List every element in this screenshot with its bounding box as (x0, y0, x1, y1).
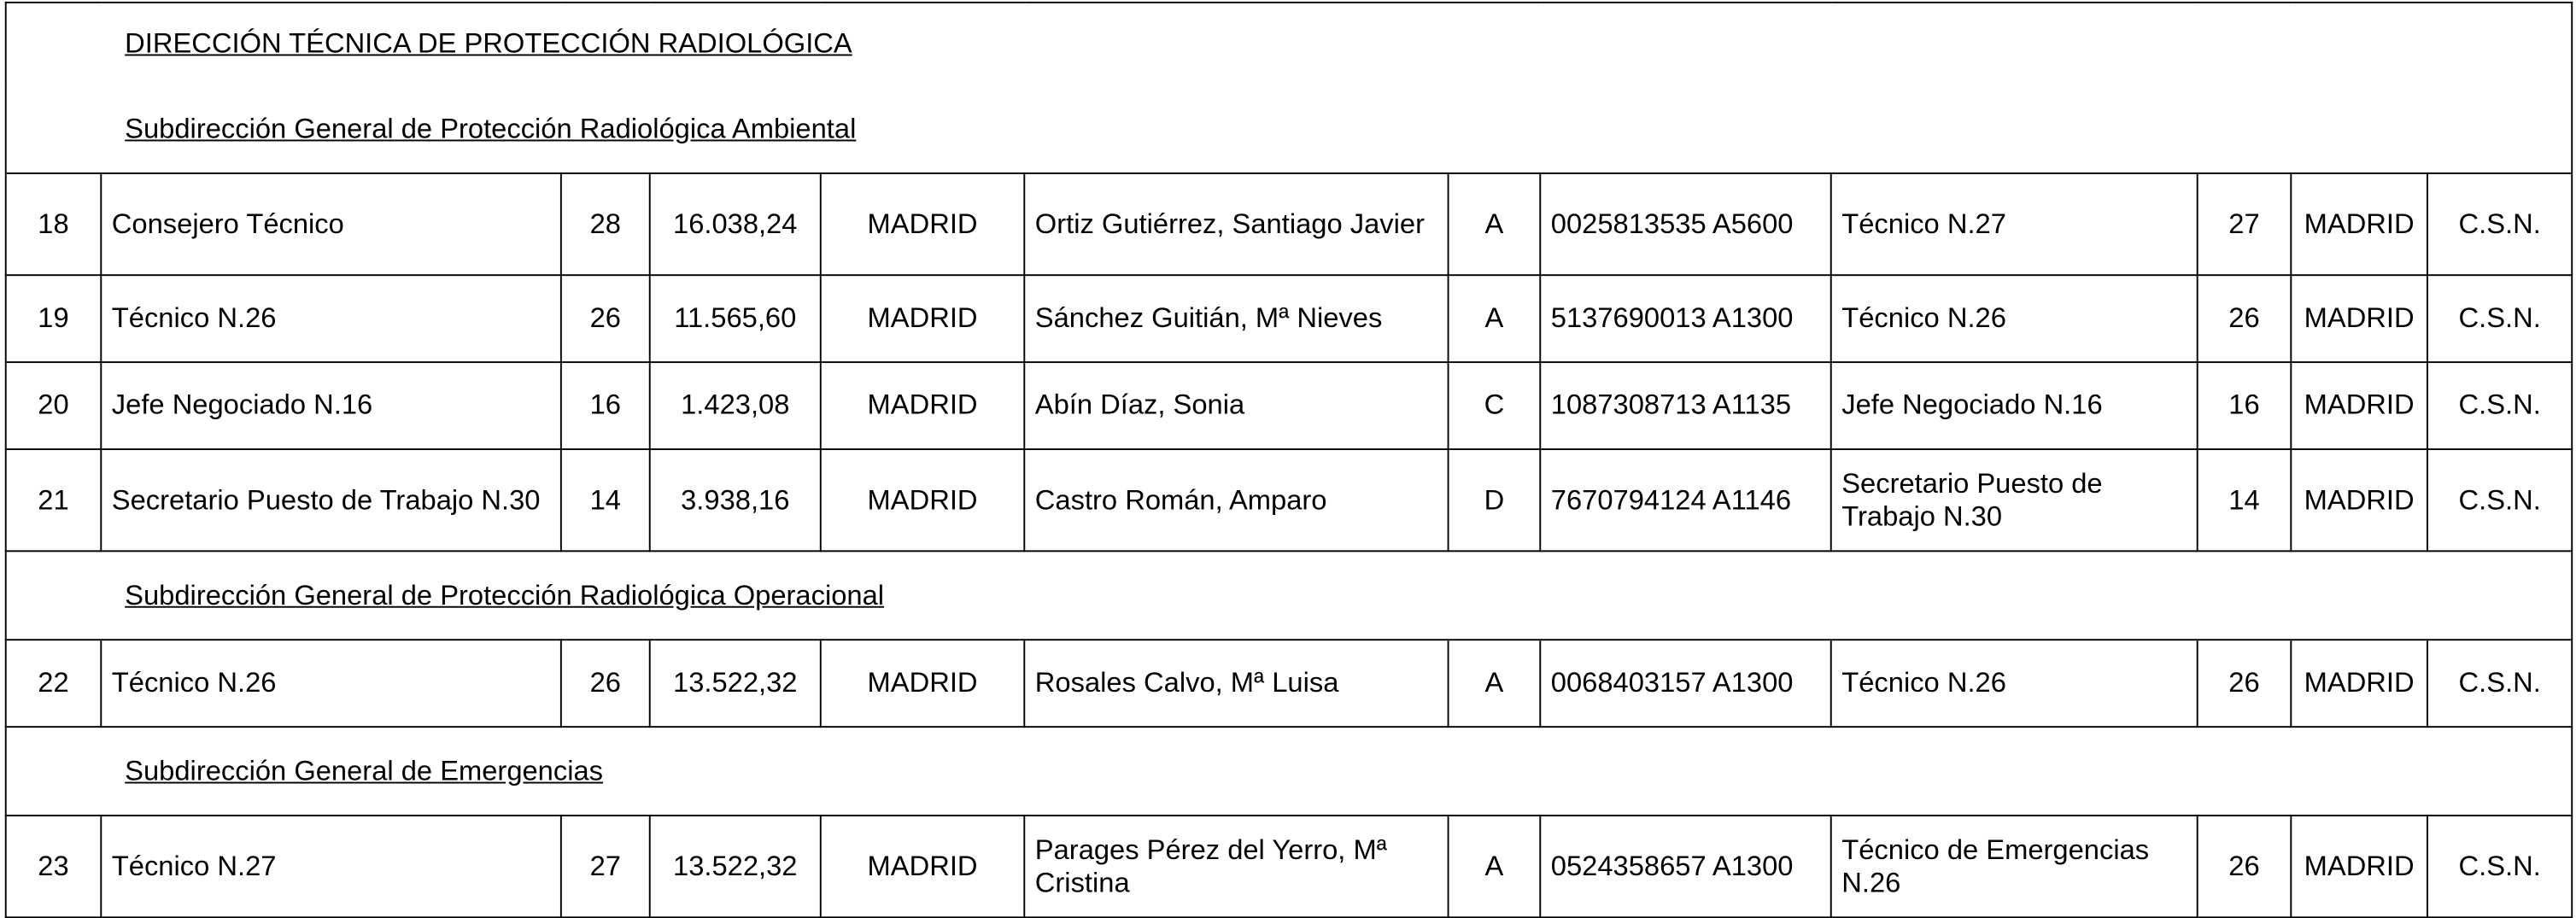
title-row (6, 3, 2573, 85)
nombre: Rosales Calvo, Mª Luisa (1024, 640, 1448, 727)
puesto-origen: Técnico N.27 (1831, 173, 2198, 275)
organismo: C.S.N. (2427, 816, 2572, 917)
nivel: 26 (561, 640, 650, 727)
row-number: 21 (6, 449, 102, 551)
nivel-origen: 26 (2198, 816, 2292, 917)
table-row (6, 640, 2573, 727)
section-heading: Subdirección General de Emergencias (125, 754, 604, 786)
puesto: Técnico N.26 (101, 275, 561, 362)
localidad-origen: MADRID (2291, 173, 2427, 275)
puesto-origen: Jefe Negociado N.16 (1831, 362, 2198, 449)
nrp: 1087308713 A1135 (1540, 362, 1830, 449)
complemento: 11.565,60 (650, 275, 821, 362)
localidad: MADRID (821, 816, 1025, 917)
table-row (6, 362, 2573, 449)
document-title: DIRECCIÓN TÉCNICA DE PROTECCIÓN RADIOLÓGICA (125, 27, 852, 60)
organismo: C.S.N. (2427, 362, 2572, 449)
nivel-origen: 26 (2198, 640, 2292, 727)
puesto-origen: Secretario Puesto de Trabajo N.30 (1831, 449, 2198, 551)
localidad-origen: MADRID (2291, 275, 2427, 362)
nombre: Ortiz Gutiérrez, Santiago Javier (1024, 173, 1448, 275)
localidad-origen: MADRID (2291, 640, 2427, 727)
row-number: 23 (6, 816, 102, 917)
puesto: Jefe Negociado N.16 (101, 362, 561, 449)
section-heading: Subdirección General de Protección Radiológica Ambiental (125, 112, 857, 144)
nrp: 7670794124 A1146 (1540, 449, 1830, 551)
nivel: 26 (561, 275, 650, 362)
nivel: 27 (561, 816, 650, 917)
grupo: A (1449, 275, 1541, 362)
organismo: C.S.N. (2427, 640, 2572, 727)
localidad-origen: MADRID (2291, 362, 2427, 449)
section-heading-row (6, 551, 2573, 640)
nombre: Sánchez Guitián, Mª Nieves (1024, 275, 1448, 362)
grupo: C (1449, 362, 1541, 449)
localidad: MADRID (821, 173, 1025, 275)
nombre: Parages Pérez del Yerro, Mª Cristina (1024, 816, 1448, 917)
puesto-origen: Técnico N.26 (1831, 640, 2198, 727)
grupo: D (1449, 449, 1541, 551)
row-number: 19 (6, 275, 102, 362)
positions-table (5, 2, 2573, 918)
organismo: C.S.N. (2427, 449, 2572, 551)
localidad-origen: MADRID (2291, 816, 2427, 917)
table-row (6, 449, 2573, 551)
grupo: A (1449, 816, 1541, 917)
nrp: 0068403157 A1300 (1540, 640, 1830, 727)
complemento: 3.938,16 (650, 449, 821, 551)
nrp: 0025813535 A5600 (1540, 173, 1830, 275)
table-row (6, 275, 2573, 362)
localidad: MADRID (821, 640, 1025, 727)
row-number: 20 (6, 362, 102, 449)
nivel-origen: 16 (2198, 362, 2292, 449)
nivel: 28 (561, 173, 650, 275)
localidad: MADRID (821, 449, 1025, 551)
organismo: C.S.N. (2427, 275, 2572, 362)
nrp: 0524358657 A1300 (1540, 816, 1830, 917)
table-row (6, 173, 2573, 275)
nrp: 5137690013 A1300 (1540, 275, 1830, 362)
complemento: 16.038,24 (650, 173, 821, 275)
nivel-origen: 26 (2198, 275, 2292, 362)
complemento: 13.522,32 (650, 640, 821, 727)
puesto: Secretario Puesto de Trabajo N.30 (101, 449, 561, 551)
grupo: A (1449, 173, 1541, 275)
nivel: 14 (561, 449, 650, 551)
puesto: Consejero Técnico (101, 173, 561, 275)
localidad-origen: MADRID (2291, 449, 2427, 551)
nombre: Castro Román, Amparo (1024, 449, 1448, 551)
localidad: MADRID (821, 362, 1025, 449)
section-heading-row (6, 727, 2573, 816)
row-number: 18 (6, 173, 102, 275)
row-number: 22 (6, 640, 102, 727)
complemento: 1.423,08 (650, 362, 821, 449)
table-row (6, 816, 2573, 917)
section-heading-row (6, 85, 2573, 173)
complemento: 13.522,32 (650, 816, 821, 917)
nombre: Abín Díaz, Sonia (1024, 362, 1448, 449)
puesto-origen: Técnico N.26 (1831, 275, 2198, 362)
nivel: 16 (561, 362, 650, 449)
localidad: MADRID (821, 275, 1025, 362)
puesto: Técnico N.26 (101, 640, 561, 727)
puesto: Técnico N.27 (101, 816, 561, 917)
nivel-origen: 27 (2198, 173, 2292, 275)
nivel-origen: 14 (2198, 449, 2292, 551)
organismo: C.S.N. (2427, 173, 2572, 275)
grupo: A (1449, 640, 1541, 727)
section-heading: Subdirección General de Protección Radiológica Operacional (125, 579, 885, 611)
puesto-origen: Técnico de Emergencias N.26 (1831, 816, 2198, 917)
